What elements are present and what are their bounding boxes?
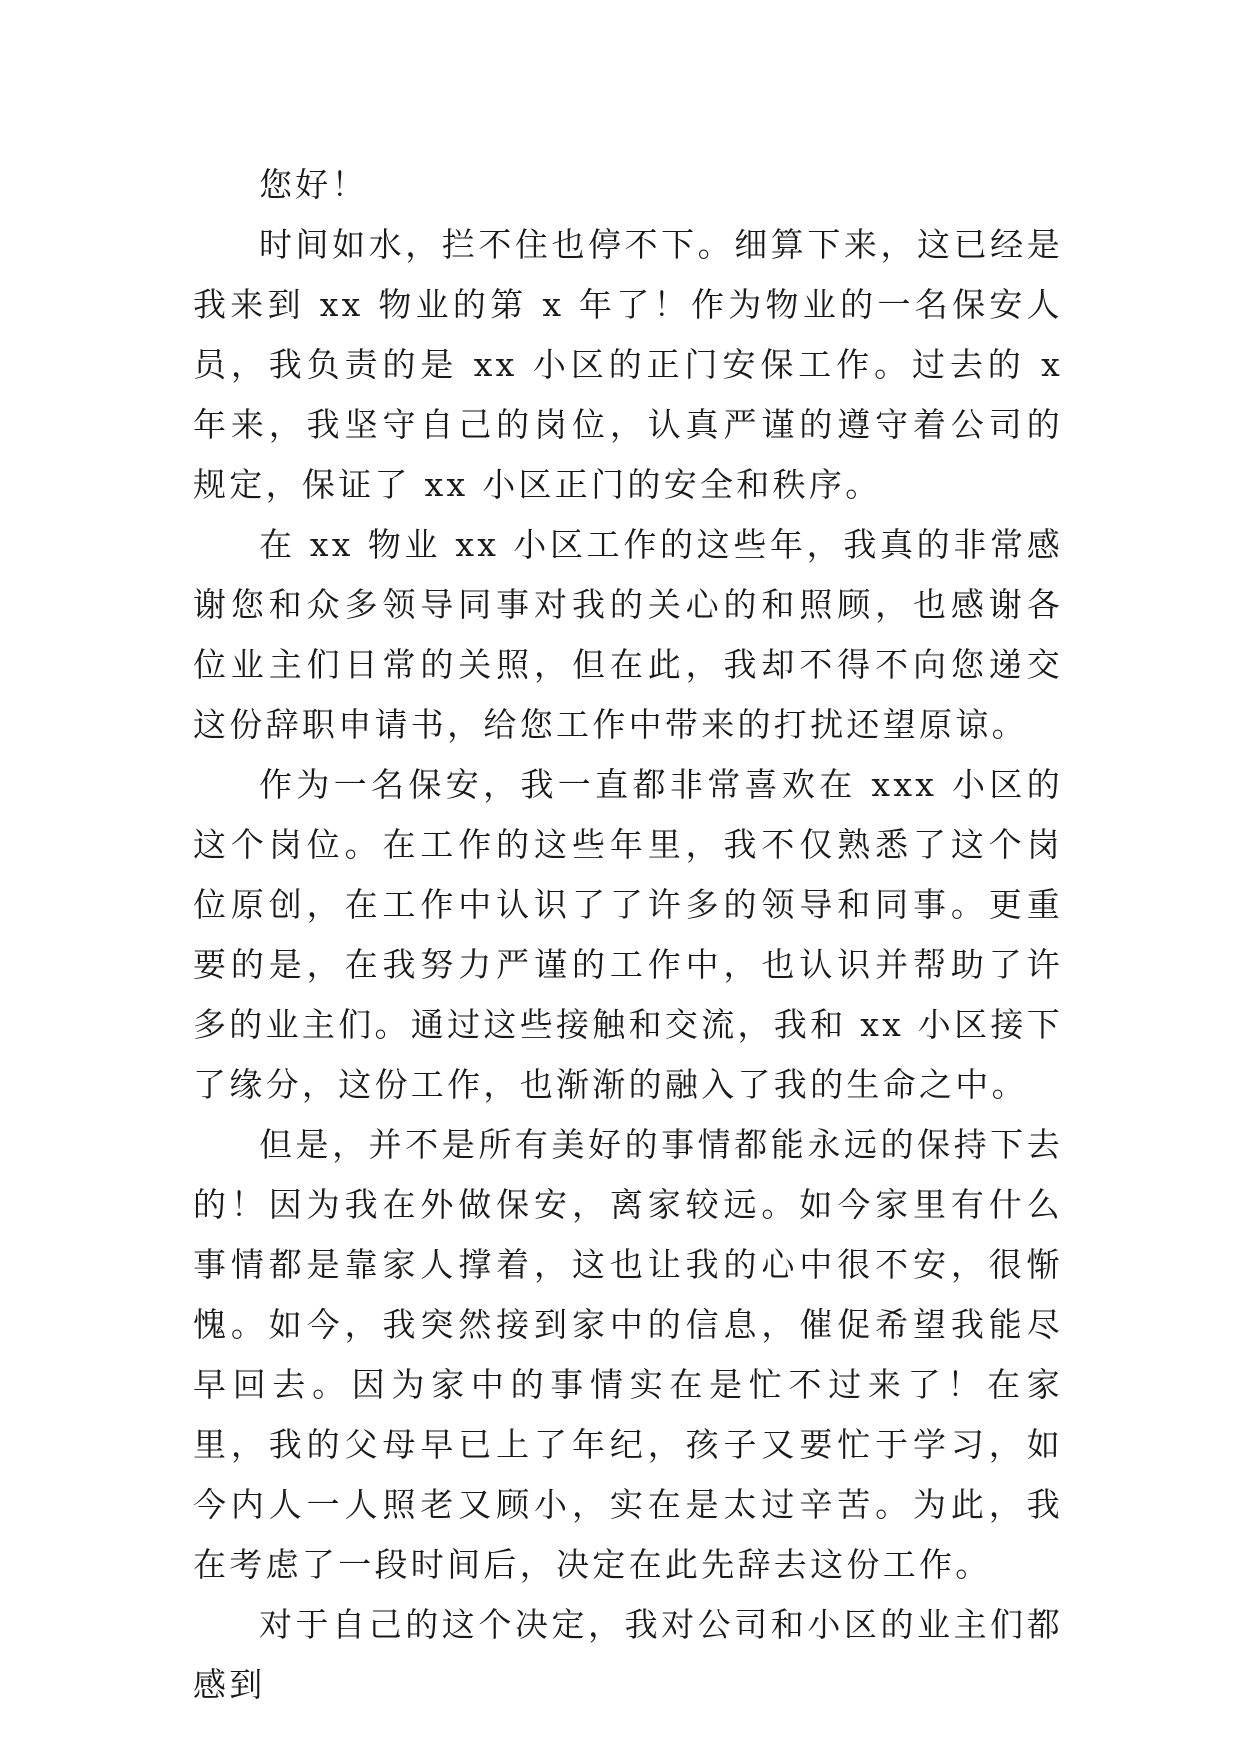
greeting: 您好！ xyxy=(259,165,368,204)
paragraph-2: 在 xx 物业 xx 小区工作的这些年，我真的非常感谢您和众多领导同事对我的关心的和照顾，也感谢各位业主们日常的关照，但在此，我却不得不向您递交这份辞职申请书，给您工作中带来的打扰还望原谅。 xyxy=(193,525,1063,744)
paragraph-4: 但是，并不是所有美好的事情都能永远的保持下去的！因为我在外做保安，离家较远。如今家里有什么事情都是靠家人撑着，这也让我的心中很不安，很惭愧。如今，我突然接到家中的信息，催促希望我能尽早回去。因为家中的事情实在是忙不过来了！在家里，我的父母早已上了年纪，孩子又要忙于学习，如今内人一人照老又顾小，实在是太过辛苦。为此，我在考虑了一段时间后，决定在此先辞去这份工作。 xyxy=(193,1125,1063,1584)
paragraph-1: 时间如水，拦不住也停不下。细算下来，这已经是我来到 xx 物业的第 x 年了！作为物业的一名保安人员，我负责的是 xx 小区的正门安保工作。过去的 x 年来，我坚守自己的岗位，认真严谨的遵守着公司的规定，保证了 xx 小区正门的安全和秩序。 xyxy=(193,225,1063,504)
letter-body xyxy=(193,155,1063,1715)
paragraph-5: 对于自己的这个决定，我对公司和小区的业主们都感到 xyxy=(193,1605,1063,1704)
paragraph-3: 作为一名保安，我一直都非常喜欢在 xxx 小区的这个岗位。在工作的这些年里，我不仅熟悉了这个岗位原创，在工作中认识了了许多的领导和同事。更重要的是，在我努力严谨的工作中，也认识并帮助了许多的业主们。通过这些接触和交流，我和 xx 小区接下了缘分，这份工作，也渐渐的融入了我的生命之中。 xyxy=(193,765,1064,1104)
